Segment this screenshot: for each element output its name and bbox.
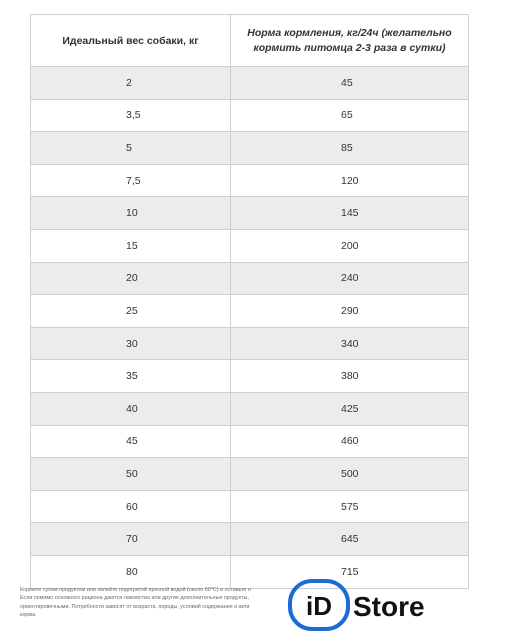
- weight-cell: 35: [31, 360, 231, 392]
- feeding-norm-cell: 145: [231, 197, 469, 229]
- feeding-norm-cell: 340: [231, 328, 469, 360]
- table-header-row: [31, 15, 469, 67]
- feeding-norm-cell: 290: [231, 295, 469, 327]
- svg-text:Store: Store: [353, 591, 425, 622]
- footnote-line: корма.: [20, 612, 37, 619]
- header-weight: Идеальный вес собаки, кг: [31, 15, 231, 66]
- weight-cell: 80: [31, 556, 231, 588]
- table-row: [31, 458, 469, 491]
- table-row: [31, 67, 469, 100]
- table-row: [31, 100, 469, 133]
- footnote: [20, 586, 282, 620]
- weight-cell: 5: [31, 132, 231, 164]
- weight-cell: 50: [31, 458, 231, 490]
- table-row: [31, 263, 469, 296]
- feeding-norm-cell: 85: [231, 132, 469, 164]
- weight-cell: 3,5: [31, 100, 231, 132]
- weight-cell: 7,5: [31, 165, 231, 197]
- table-row: [31, 165, 469, 198]
- feeding-norm-cell: 645: [231, 523, 469, 555]
- weight-cell: 2: [31, 67, 231, 99]
- weight-cell: 40: [31, 393, 231, 425]
- weight-cell: 45: [31, 426, 231, 458]
- table-row: [31, 328, 469, 361]
- feeding-norm-cell: 200: [231, 230, 469, 262]
- table-row: [31, 197, 469, 230]
- table-row: [31, 295, 469, 328]
- feeding-norm-cell: 575: [231, 491, 469, 523]
- table-body: [31, 67, 469, 589]
- svg-text:iD: iD: [306, 591, 332, 621]
- header-feeding-norm: Норма кормления, кг/24ч (желательно кормить питомца 2-3 раза в сутки): [231, 15, 469, 66]
- feeding-norm-cell: 120: [231, 165, 469, 197]
- weight-cell: 70: [31, 523, 231, 555]
- feeding-norm-cell: 45: [231, 67, 469, 99]
- feeding-norm-cell: 380: [231, 360, 469, 392]
- idstore-logo: [287, 578, 487, 639]
- weight-cell: 10: [31, 197, 231, 229]
- weight-cell: 20: [31, 263, 231, 295]
- table-row: [31, 132, 469, 165]
- feeding-norm-cell: 460: [231, 426, 469, 458]
- weight-cell: 30: [31, 328, 231, 360]
- weight-cell: 60: [31, 491, 231, 523]
- weight-cell: 15: [31, 230, 231, 262]
- feeding-norm-cell: 715: [231, 556, 469, 588]
- footnote-line: Если помимо основного рациона даются лакомства или другие дополнительные продукты,: [20, 595, 249, 602]
- table-row: [31, 523, 469, 556]
- weight-cell: 25: [31, 295, 231, 327]
- feeding-table: [30, 14, 469, 589]
- idstore-logo-graphic: [287, 578, 487, 634]
- feeding-norm-cell: 425: [231, 393, 469, 425]
- footnote-line: ориентировочными. Потребности зависят от возраста, породы, условий содержания и акти: [20, 603, 250, 610]
- table-row: [31, 360, 469, 393]
- feeding-norm-cell: 500: [231, 458, 469, 490]
- table-row: [31, 491, 469, 524]
- table-row: [31, 426, 469, 459]
- feeding-norm-cell: 65: [231, 100, 469, 132]
- feeding-norm-cell: 240: [231, 263, 469, 295]
- footnote-line: Кормите сухим продуктом или залейте подогретой пресной водой (около 60°С) и оставьте н: [20, 587, 251, 593]
- table-row: [31, 393, 469, 426]
- table-row: [31, 230, 469, 263]
